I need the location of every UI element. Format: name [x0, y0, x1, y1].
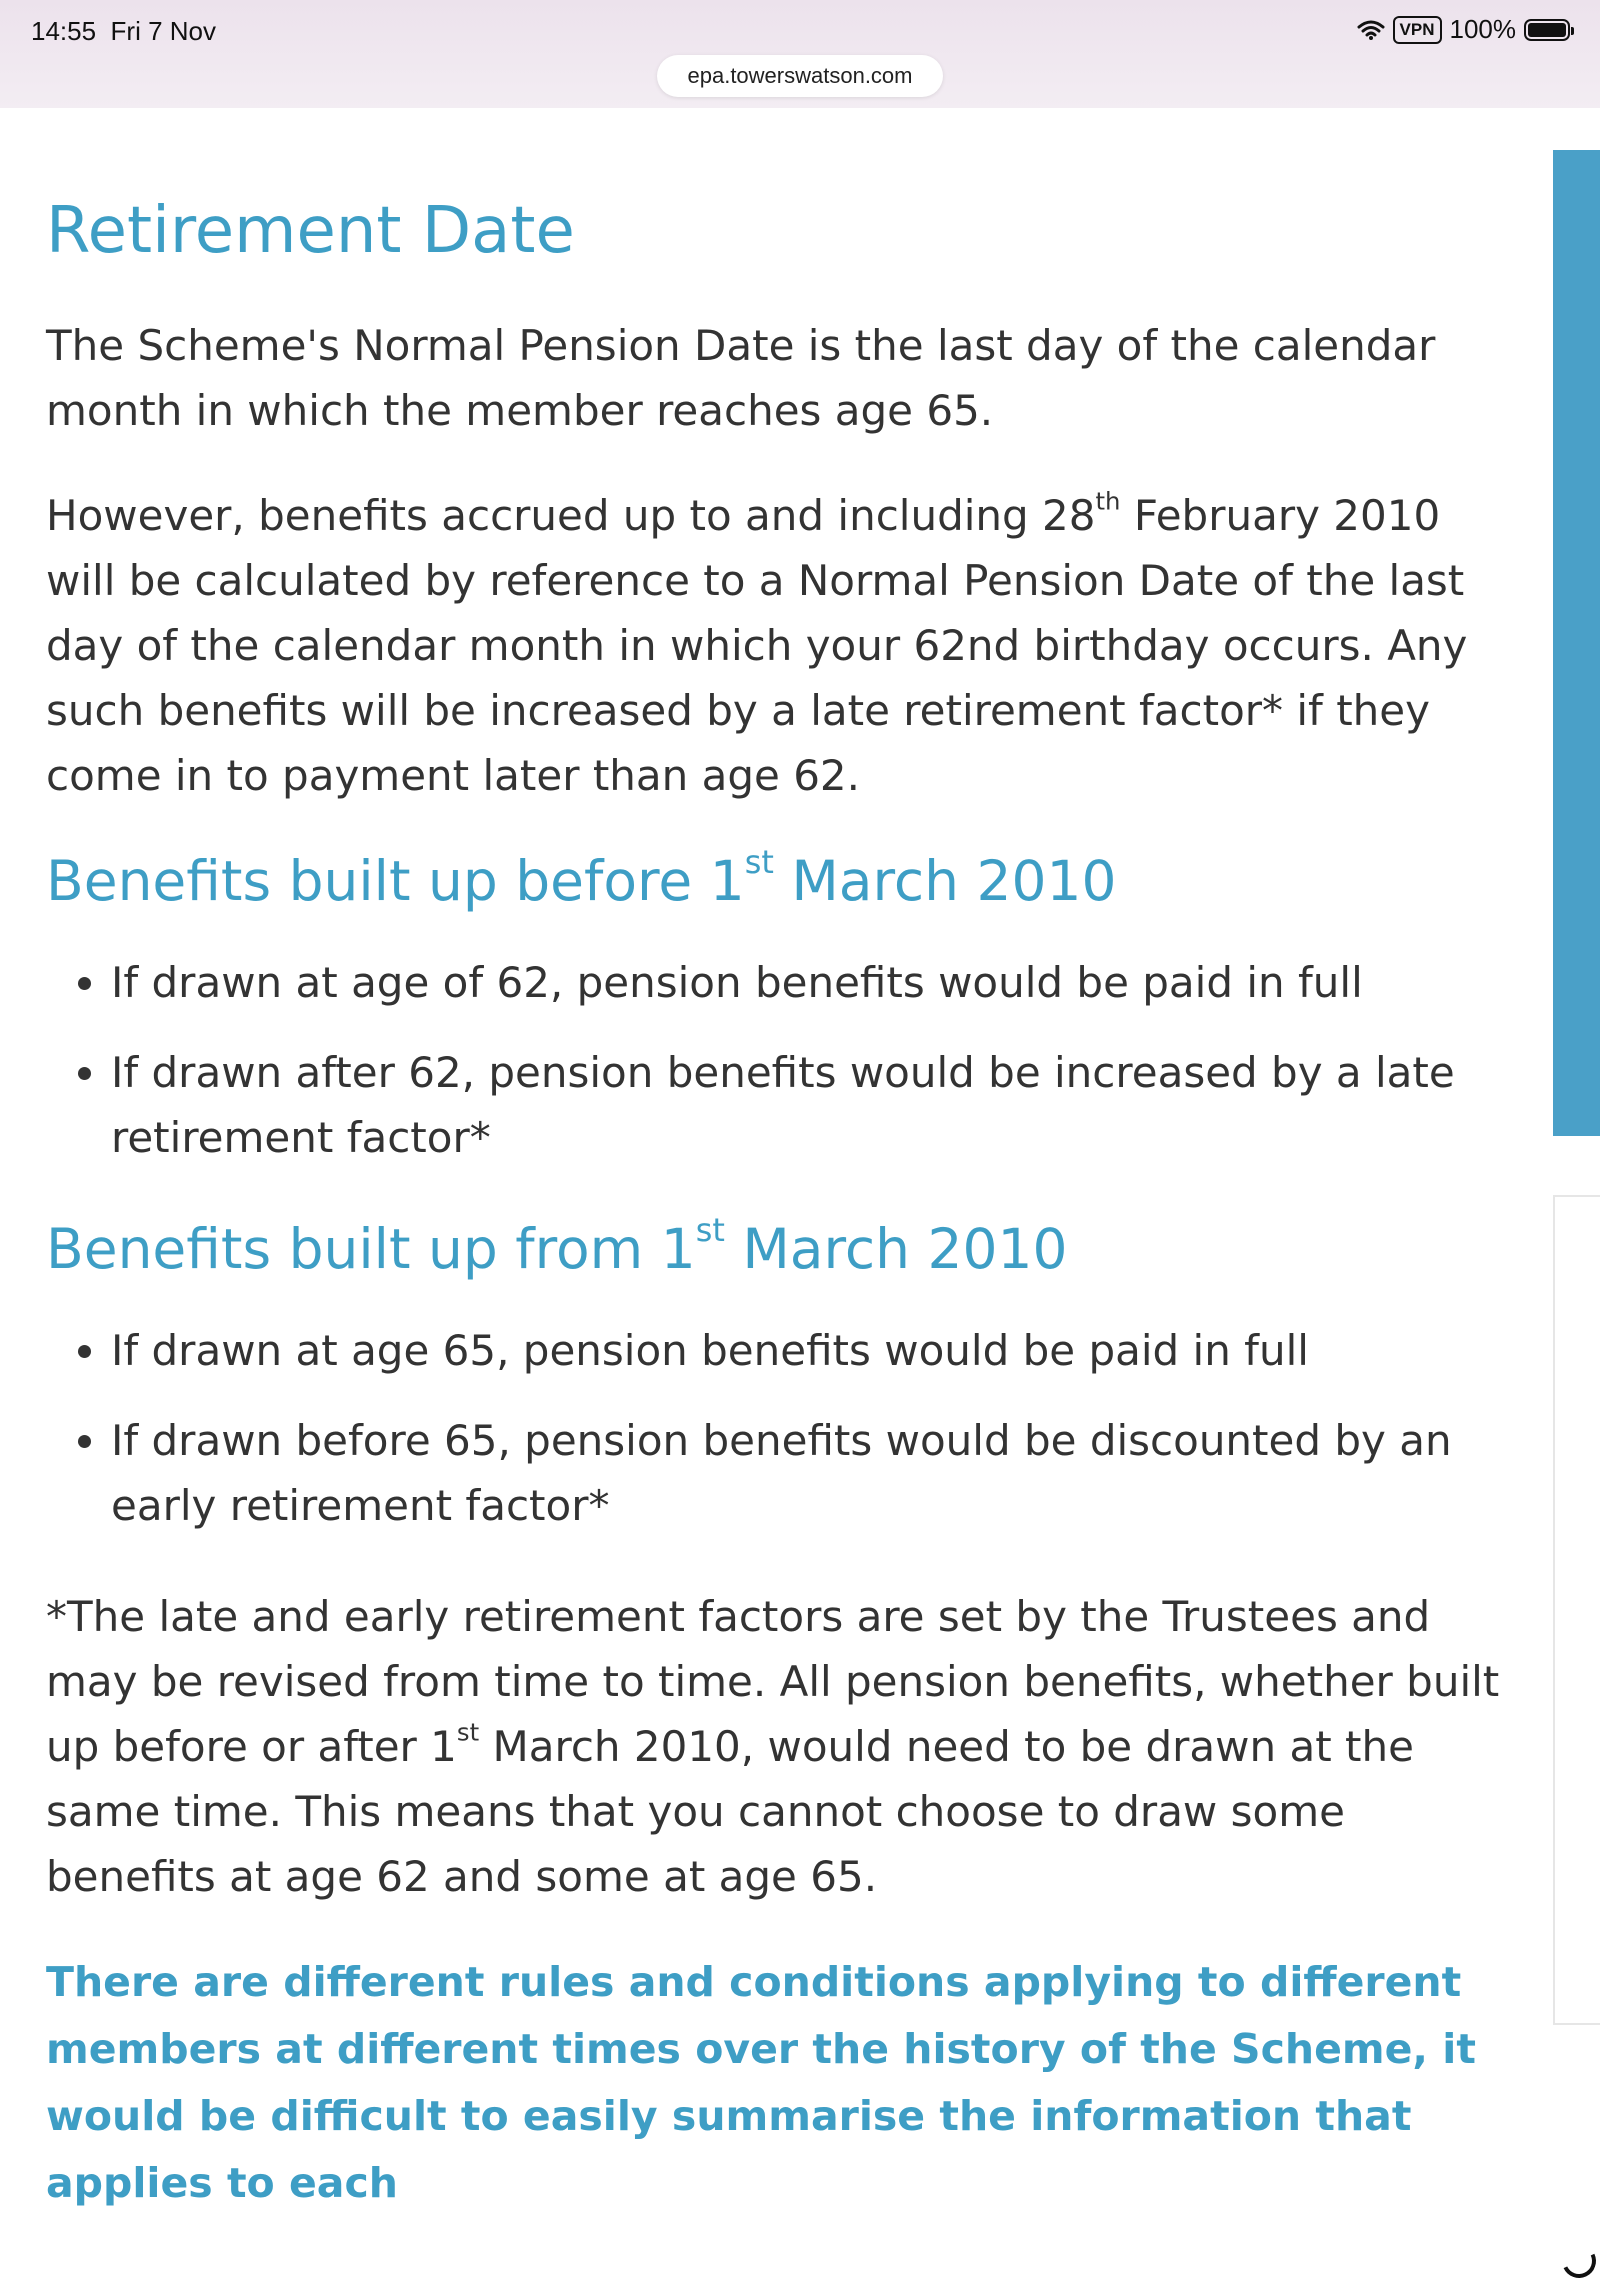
battery-icon	[1524, 19, 1570, 41]
footnote-sup: st	[456, 1717, 480, 1747]
side-content-box	[1553, 1195, 1600, 2025]
heading2-before: Benefits built up from 1	[46, 1217, 696, 1282]
url-text: epa.towerswatson.com	[687, 63, 913, 88]
list-item: • If drawn after 62, pension benefits would be increased by a late retirement factor*	[111, 1040, 1516, 1170]
status-indicators	[1357, 14, 1570, 45]
bullet-list-before-2010	[46, 950, 1516, 1170]
list-item: • If drawn at age 65, pension benefits would be paid in full	[111, 1318, 1516, 1383]
battery-fill	[1528, 23, 1566, 37]
heading2-after: March 2010	[724, 1217, 1068, 1282]
address-bar[interactable]	[657, 55, 943, 97]
clock-date: Fri 7 Nov	[110, 16, 216, 46]
vpn-badge: VPN	[1393, 16, 1442, 44]
section-heading-before-2010	[46, 843, 1516, 914]
article-content	[46, 190, 1516, 2217]
highlight-paragraph: There are different rules and conditions applying to different members at different times over the history of the Scheme, it would be difficult to easily summarise the information that applies to each	[46, 1958, 1476, 2208]
section-heading-from-2010	[46, 1211, 1516, 1282]
battery-percent: 100%	[1449, 14, 1516, 44]
bullet-list-from-2010	[46, 1318, 1516, 1538]
status-time-date	[31, 16, 216, 47]
list-item: • If drawn at age of 62, pension benefits would be paid in full	[111, 950, 1516, 1015]
para2-before: However, benefits accrued up to and including 28	[46, 491, 1096, 541]
list-item: • If drawn before 65, pension benefits would be discounted by an early retirement factor*	[111, 1408, 1516, 1538]
intro-paragraph: The Scheme's Normal Pension Date is the last day of the calendar month in which the member reaches age 65.	[46, 321, 1436, 436]
normal-pension-date-paragraph	[46, 483, 1516, 808]
para2-after: February 2010 will be calculated by reference to a Normal Pension Date of the last day of the calendar month in which your 62nd birthday occurs. Any such benefits will be increased by a late retirement factor* if they come in to payment later than age 62.	[46, 491, 1468, 801]
status-bar	[0, 0, 1600, 108]
footnote-before: *The late and early retirement factors are set by the Trustees and may be revised from time to time. All pension benefits, whether built up before or after 1	[46, 1592, 1500, 1772]
footnote-after: March 2010, would need to be drawn at the same time. This means that you cannot choose to draw some benefits at age 62 and some at age 65.	[46, 1722, 1414, 1902]
heading2-sup: st	[695, 1211, 725, 1250]
side-panel[interactable]	[1553, 150, 1600, 1136]
wifi-icon	[1357, 19, 1385, 41]
heading1-after: March 2010	[773, 849, 1117, 914]
para2-sup: th	[1095, 486, 1121, 516]
page-title: Retirement Date	[46, 194, 575, 268]
clock-time: 14:55	[31, 16, 97, 46]
heading1-sup: st	[744, 843, 774, 882]
footnote-paragraph	[46, 1584, 1516, 1909]
heading1-before: Benefits built up before 1	[46, 849, 745, 914]
loading-spinner-icon	[1557, 2239, 1600, 2283]
